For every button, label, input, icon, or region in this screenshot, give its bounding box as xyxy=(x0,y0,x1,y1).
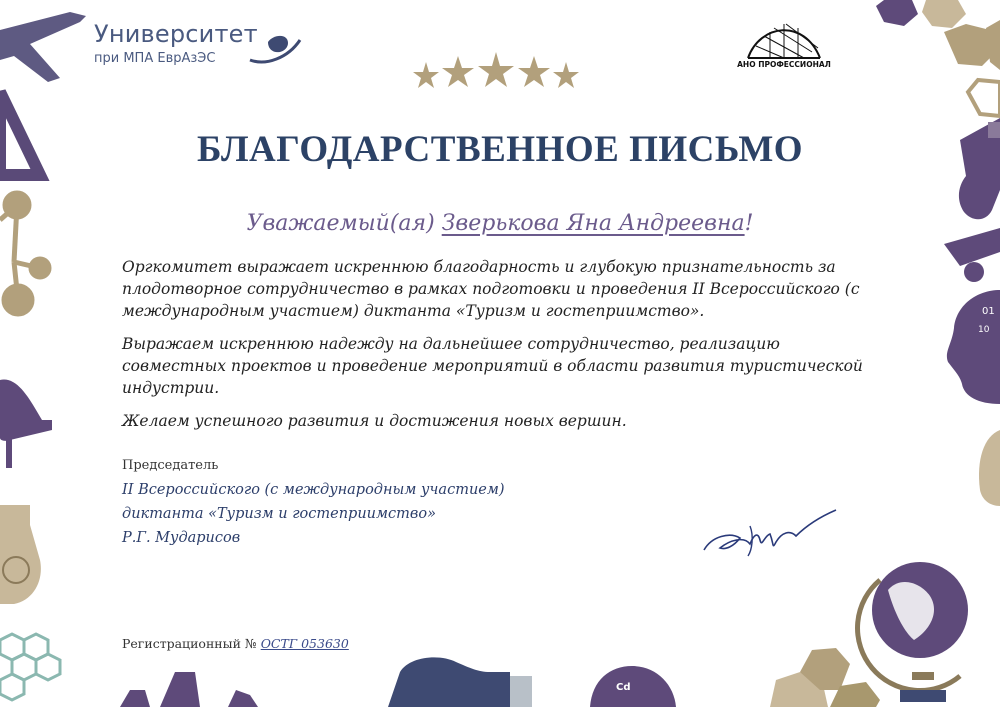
svg-text:01: 01 xyxy=(982,306,995,317)
university-subtitle: при МПА ЕврАзЭС xyxy=(94,51,216,66)
greeting xyxy=(0,211,1000,236)
signatory-block xyxy=(122,478,505,550)
svg-text:10: 10 xyxy=(978,325,990,335)
signatory-role: Председатель xyxy=(122,458,219,473)
chemistry-icon xyxy=(590,666,676,707)
airplane-icon xyxy=(0,12,86,82)
body-paragraph-3: Желаем успешного развития и достижения новых вершин. xyxy=(122,412,627,430)
partner-logo xyxy=(734,18,834,78)
registration-label: Регистрационный № xyxy=(122,636,257,651)
partner-name: АНО ПРОФЕССИОНАЛ xyxy=(737,60,831,69)
body-paragraph-2: Выражаем искреннюю надежду на дальнейшее сотрудничество, реализацию совместных проектов и проведение мероприятий в области развития туристической индустрии. xyxy=(122,335,863,397)
dome-logo-icon xyxy=(734,18,834,60)
bottom-left-shapes xyxy=(120,672,258,707)
university-name: Университет xyxy=(94,20,258,48)
stars-icon xyxy=(410,52,582,88)
globe-icon xyxy=(858,562,968,702)
flask-icon xyxy=(0,505,41,604)
signatory-name: Р.Г. Мударисов xyxy=(122,530,241,546)
signatory-line-1: II Всероссийского (с международным участием) xyxy=(122,482,505,498)
registration-number: ОСТГ 053630 xyxy=(260,636,349,651)
greeting-suffix: ! xyxy=(744,211,754,236)
swoosh-map-icon xyxy=(246,26,304,66)
registration xyxy=(122,636,349,651)
head-profile-icon xyxy=(947,290,1000,404)
greeting-prefix: Уважаемый(ая) xyxy=(246,211,435,236)
microscope-icon xyxy=(944,228,1000,282)
svg-text:Cd: Cd xyxy=(616,682,631,693)
hexagon-pattern xyxy=(0,634,60,700)
signatory-line-2: диктанта «Туризм и гостеприимство» xyxy=(122,506,436,522)
body-paragraph-1: Оргкомитет выражает искреннюю благодарность и глубокую признательность за плодотворное сотрудничество в рамках подготовки и проведения II Всероссийского (с международным участием) диктанта «Туризм и гостеприимство». xyxy=(122,258,860,320)
signature xyxy=(700,506,840,560)
letter-body xyxy=(122,256,882,443)
page-title: БЛАГОДАРСТВЕННОЕ ПИСЬМО xyxy=(196,129,804,170)
high-heel-icon xyxy=(0,380,52,468)
right-edge-shape xyxy=(979,430,1000,506)
light-bulb-icon xyxy=(388,657,532,707)
university-logo xyxy=(94,20,314,70)
hexagon-cluster-top xyxy=(876,0,1000,116)
recipient-name: Зверькова Яна Андреевна xyxy=(441,211,745,236)
